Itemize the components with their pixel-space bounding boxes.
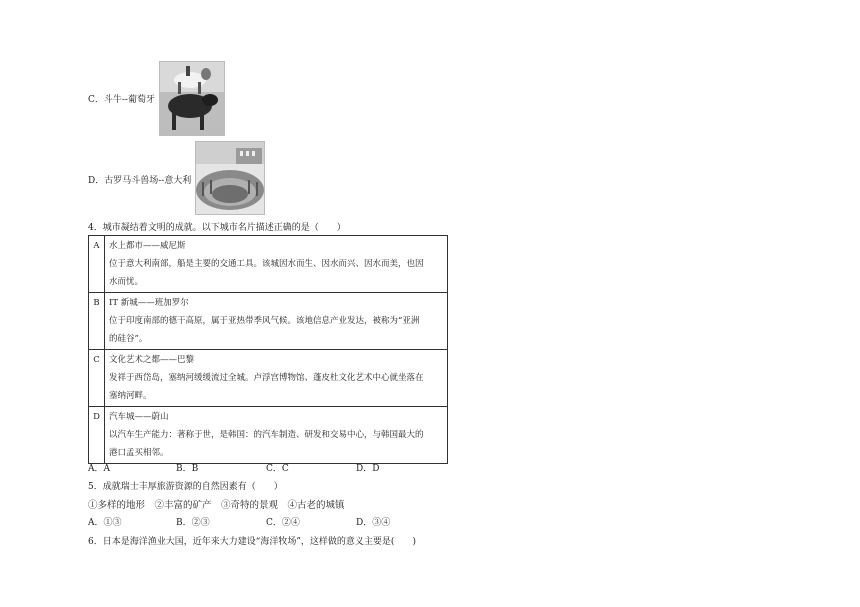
city-description-line: 以汽车生产能力：著称于世，是韩国：的汽车制造、研发和交易中心，与韩国最大的 [109,430,424,440]
q5-choice-b[interactable]: B．②③ [176,518,210,528]
city-card-row [89,407,448,464]
option-d[interactable] [88,173,191,186]
city-title: 文化艺术之都——巴黎 [109,355,195,365]
q4-choice-b[interactable]: B．B [176,464,199,474]
q4-choices [88,461,448,473]
city-title: 汽车城——蔚山 [109,412,169,422]
city-description-line: 港口孟买相邻。 [109,448,169,458]
row-content [105,293,448,350]
row-letter: C [89,350,105,407]
q5-choice-a[interactable]: A．①③ [88,518,122,528]
q5-factors: ①多样的地形 ②丰富的矿产 ③奇特的景观 ④古老的城镇 [88,500,345,511]
q4-choice-a[interactable]: A．A [88,464,110,474]
city-description-line: 的硅谷”。 [109,334,148,344]
option-d-label: D．古罗马斗兽场--意大利 [88,176,192,186]
city-card-row [89,236,448,293]
option-c[interactable] [88,92,155,105]
option-c-label: C．斗牛--葡萄牙 [88,95,155,105]
city-card-table [88,235,448,464]
city-description-line: 位于意大利南部，船是主要的交通工具。该城因水而生、因水而兴、因水而美，也因 [109,259,424,269]
row-content [105,236,448,293]
city-description-line: 发祥于西岱岛，塞纳河缓缓流过全城。卢浮宫博物馆、蓬皮杜文化艺术中心就坐落在 [109,373,424,383]
colosseum-photo [195,141,265,215]
q4-stem: 4．城市凝结着文明的成就。以下城市名片描述正确的是（ ） [88,223,346,233]
bullfight-photo [159,61,225,136]
city-title: 水上都市——威尼斯 [109,241,186,251]
q5-choice-d[interactable]: D．③④ [356,518,391,528]
city-description-line: 水而忧。 [109,277,144,287]
row-letter: A [89,236,105,293]
q5-choice-c[interactable]: C．②④ [266,518,300,528]
q6-stem: 6．日本是海洋渔业大国，近年来大力建设“海洋牧场”，这样做的意义主要是( ) [88,537,416,547]
city-description-line: 塞纳河畔。 [109,391,152,401]
city-card-row [89,350,448,407]
row-content [105,350,448,407]
row-letter: B [89,293,105,350]
q4-choice-c[interactable]: C．C [266,464,289,474]
city-title: IT 新城——班加罗尔 [109,298,189,308]
q5-stem: 5．成就瑞士丰厚旅游资源的自然因素有（ ） [88,482,283,492]
city-card-row [89,293,448,350]
row-content [105,407,448,464]
row-letter: D [89,407,105,464]
q4-choice-d[interactable]: D．D [356,464,380,474]
city-description-line: 位于印度南部的德干高原，属于亚热带季风气候。该地信息产业发达，被称为“亚洲 [109,316,420,326]
q5-choices [88,515,448,527]
